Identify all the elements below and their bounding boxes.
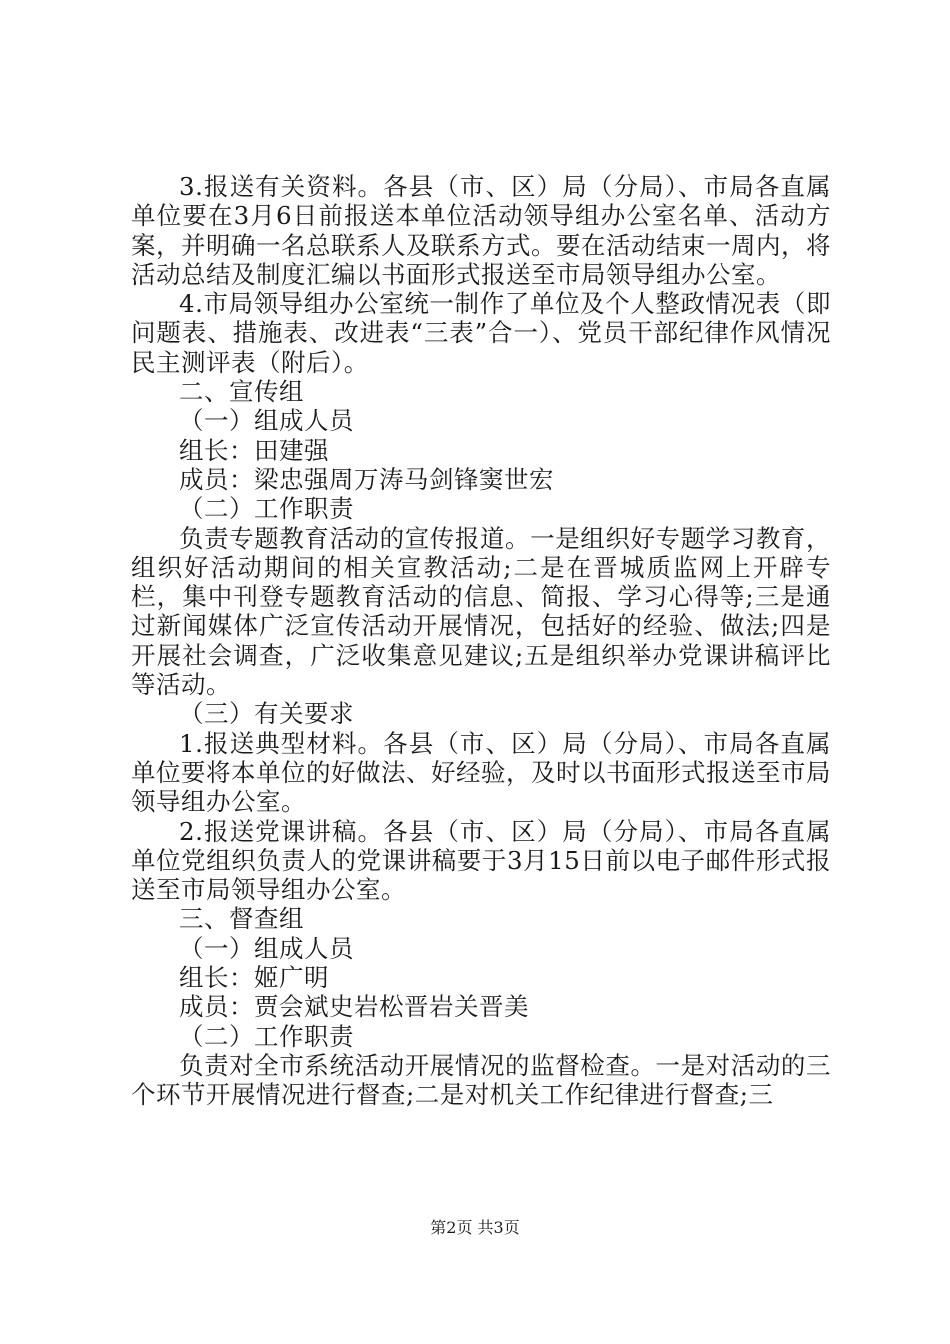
paragraph-report-materials: 3.报送有关资料。各县（市、区）局（分局）、市局各直属单位要在3月6日前报送本单位活动领导组办公室名单、活动方案，并明确一名总联系人及联系方式。要在活动结束一周内，将活动总结及制度汇编以书面形式报送至市局领导组办公室。 <box>131 172 831 289</box>
paragraph-publicity-duties: 负责专题教育活动的宣传报道。一是组织好专题学习教育，组织好活动期间的相关宣教活动;二是在晋城质监网上开辟专栏，集中刊登专题教育活动的信息、简报、学习心得等;三是通过新闻媒体广泛宣传活动开展情况，包括好的经验、做法;四是开展社会调查，广泛收集意见建议;五是组织举办党课讲稿评比等活动。 <box>131 523 831 700</box>
paragraph-typical-materials: 1.报送典型材料。各县（市、区）局（分局）、市局各直属单位要将本单位的好做法、好经验，及时以书面形式报送至市局领导组办公室。 <box>131 728 831 817</box>
paragraph-unified-forms: 4.市局领导组办公室统一制作了单位及个人整政情况表（即问题表、措施表、改进表“三表”合一）、党员干部纪律作风情况民主测评表（附后）。 <box>131 289 831 377</box>
subheading-members-2: （一）组成人员 <box>179 933 354 963</box>
group-members-line-2: 成员：贾会斌史岩松晋岩关晋美 <box>179 992 529 1022</box>
document-body <box>131 172 831 1110</box>
subheading-duties: （二）工作职责 <box>179 494 354 524</box>
subheading-duties-2: （二）工作职责 <box>179 1021 354 1051</box>
heading-inspection-group: 三、督查组 <box>179 904 304 934</box>
page-footer: 第2页 共3页 <box>430 1218 520 1237</box>
subheading-requirements: （三）有关要求 <box>179 699 354 729</box>
group-leader-line-2: 组长：姬广明 <box>179 963 329 993</box>
paragraph-lecture-drafts: 2.报送党课讲稿。各县（市、区）局（分局）、市局各直属单位党组织负责人的党课讲稿要于3月15日前以电子邮件形式报送至市局领导组办公室。 <box>131 816 831 905</box>
paragraph-inspection-duties: 负责对全市系统活动开展情况的监督检查。一是对活动的三个环节开展情况进行督查;二是对机关工作纪律进行督查;三 <box>131 1050 831 1110</box>
group-members-line: 成员：梁忠强周万涛马剑锋窦世宏 <box>179 464 554 494</box>
heading-publicity-group: 二、宣传组 <box>179 377 304 407</box>
subheading-members: （一）组成人员 <box>179 406 354 436</box>
group-leader-line: 组长：田建强 <box>179 435 329 465</box>
